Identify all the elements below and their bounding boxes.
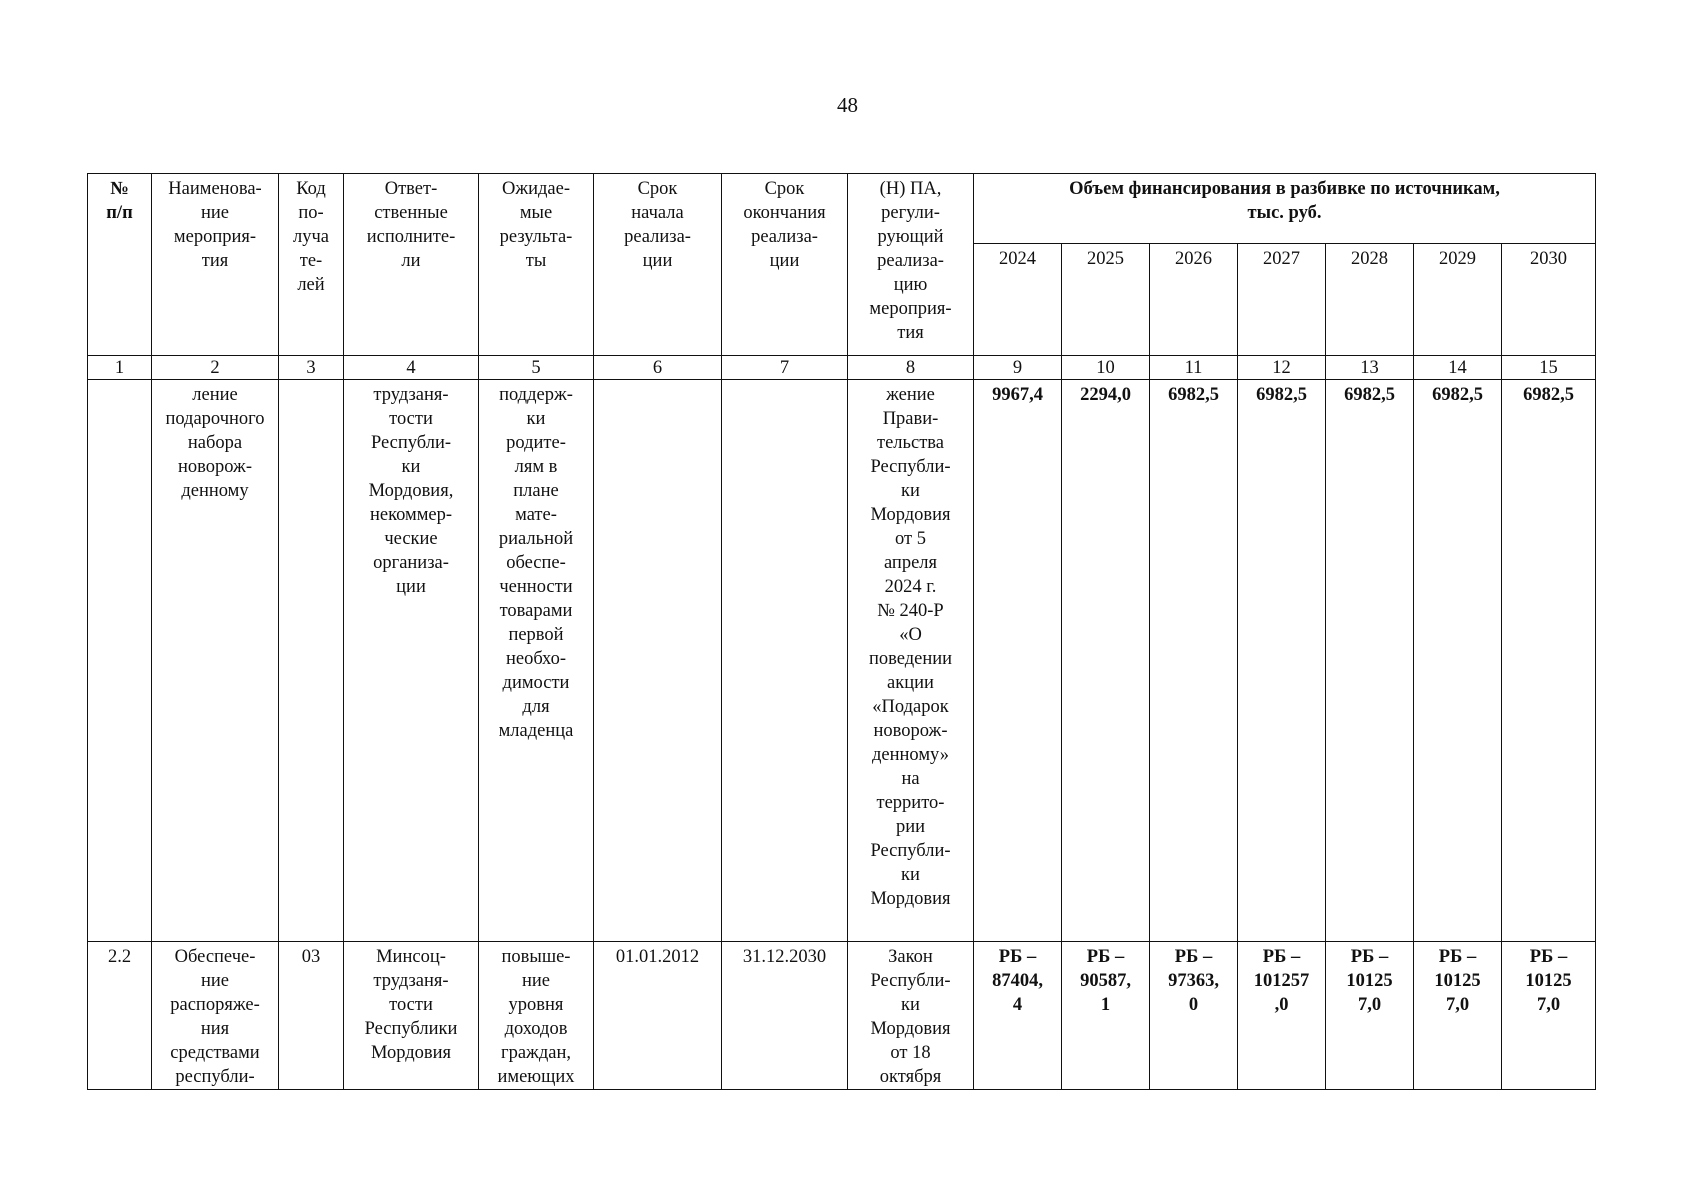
row-value-2024: РБ – 87404, 4 [974,942,1062,1090]
row-responsible: трудзаня- тости Республи- ки Мордовия, некоммер- ческие организа- ции [344,380,479,942]
financing-table [87,173,1596,1090]
header-year: 2024 [974,244,1062,356]
column-number: 13 [1326,356,1414,380]
page-number: 48 [837,93,858,117]
row-value-2030: 6982,5 [1502,380,1596,942]
row-value-2024: 9967,4 [974,380,1062,942]
header-responsible: Ответ- ственные исполните- ли [344,174,479,356]
row-value-2025: РБ – 90587, 1 [1062,942,1150,1090]
row-code: 03 [279,942,344,1090]
row-end [722,380,848,942]
header-name: Наименова- ние мероприя- тия [152,174,279,356]
header-year: 2029 [1414,244,1502,356]
column-number: 14 [1414,356,1502,380]
header-num: № п/п [88,174,152,356]
header-act: (Н) ПА, регули- рующий реализа- цию мероприя- тия [848,174,974,356]
row-value-2027: 6982,5 [1238,380,1326,942]
row-value-2029: РБ – 10125 7,0 [1414,942,1502,1090]
table-row [88,380,1596,942]
column-number: 9 [974,356,1062,380]
row-start: 01.01.2012 [594,942,722,1090]
row-value-2028: РБ – 10125 7,0 [1326,942,1414,1090]
column-number: 1 [88,356,152,380]
column-number: 4 [344,356,479,380]
header-financing: Объем финансирования в разбивке по источникам, тыс. руб. [974,174,1596,244]
row-start [594,380,722,942]
header-code: Код по- луча те- лей [279,174,344,356]
column-number: 15 [1502,356,1596,380]
row-value-2030: РБ – 10125 7,0 [1502,942,1596,1090]
row-act: жение Прави- тельства Республи- ки Мордовия от 5 апреля 2024 г. № 240-Р «О поведении акции «Подарок новорож- денному» на террито- рии Республи- ки Мордовия [848,380,974,942]
header-year: 2025 [1062,244,1150,356]
column-number: 2 [152,356,279,380]
column-number: 6 [594,356,722,380]
column-number: 5 [479,356,594,380]
column-number: 12 [1238,356,1326,380]
row-act: Закон Республи- ки Мордовия от 18 октября [848,942,974,1090]
header-expected: Ожидае- мые результа- ты [479,174,594,356]
header-year: 2027 [1238,244,1326,356]
row-expected: повыше- ние уровня доходов граждан, имеющих [479,942,594,1090]
header-row [88,174,1596,244]
header-year: 2028 [1326,244,1414,356]
row-responsible: Минсоц- трудзаня- тости Республики Мордовия [344,942,479,1090]
column-number: 11 [1150,356,1238,380]
row-code [279,380,344,942]
column-number-row [88,356,1596,380]
table-row [88,942,1596,1090]
column-number: 10 [1062,356,1150,380]
header-start: Срок начала реализа- ции [594,174,722,356]
row-end: 31.12.2030 [722,942,848,1090]
header-end: Срок окончания реализа- ции [722,174,848,356]
row-expected: поддерж- ки родите- лям в плане мате- риальной обеспе- ченности товарами первой необхо- димости для младенца [479,380,594,942]
header-year: 2030 [1502,244,1596,356]
column-number: 3 [279,356,344,380]
row-num: 2.2 [88,942,152,1090]
row-name: ление подарочного набора новорож- денному [152,380,279,942]
header-year: 2026 [1150,244,1238,356]
row-name: Обеспече- ние распоряже- ния средствами республи- [152,942,279,1090]
row-value-2027: РБ – 101257 ,0 [1238,942,1326,1090]
row-num [88,380,152,942]
row-value-2028: 6982,5 [1326,380,1414,942]
row-value-2029: 6982,5 [1414,380,1502,942]
row-value-2026: 6982,5 [1150,380,1238,942]
row-value-2025: 2294,0 [1062,380,1150,942]
column-number: 8 [848,356,974,380]
column-number: 7 [722,356,848,380]
row-value-2026: РБ – 97363, 0 [1150,942,1238,1090]
